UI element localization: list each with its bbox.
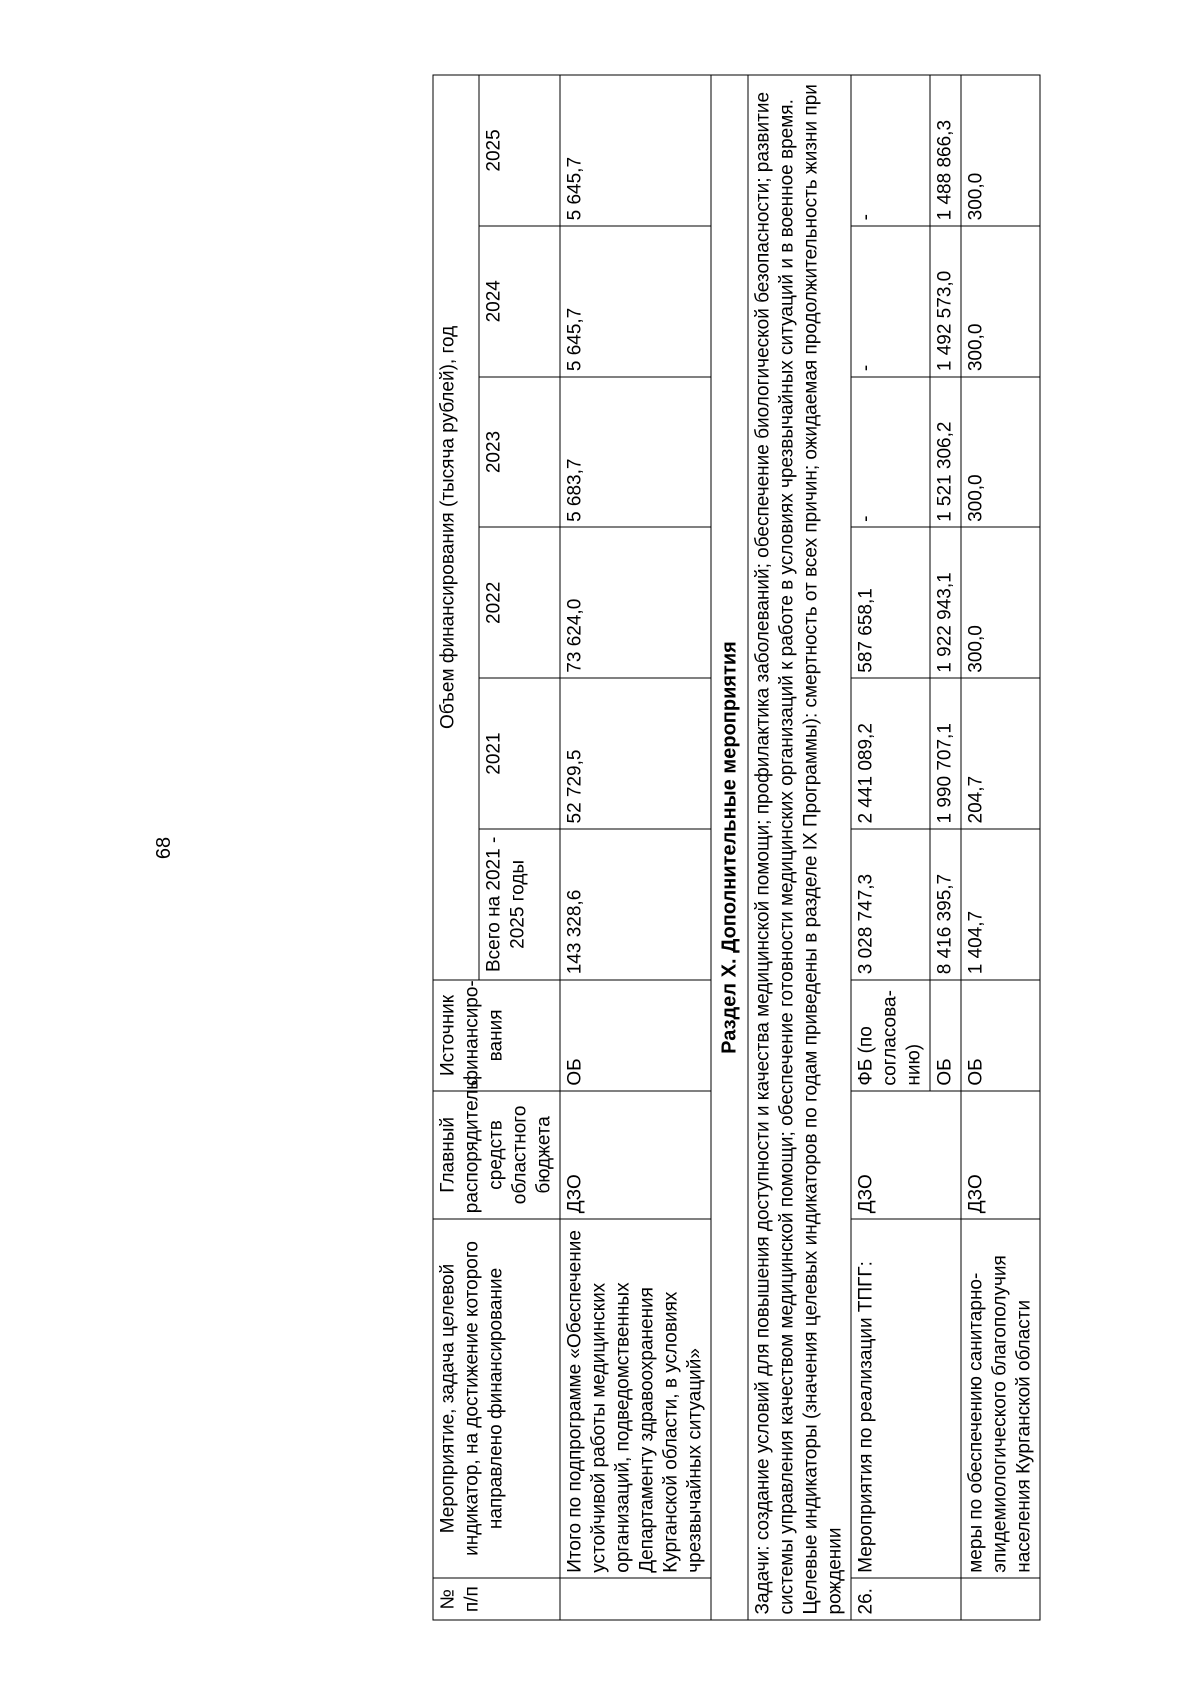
row-value-2023: 5 683,7	[560, 377, 711, 528]
header-row-1	[433, 75, 479, 1620]
header-volume: Объем финансирования (тысяча рублей), год	[433, 75, 479, 980]
header-year-2021: 2021	[479, 678, 560, 829]
row26-distributor: ДЗО	[851, 1091, 961, 1219]
financing-table	[433, 75, 1041, 1621]
row-measure: Итого по подпрограмме «Обеспечение устойчивой работы медицинских организаций, подведомственных Департаменту здравоохранения Курганской области, в условиях чрезвычайных ситуаций»	[560, 1219, 711, 1579]
row26-num: 26.	[851, 1578, 961, 1620]
section-indicators-text: Целевые индикаторы (значения целевых индикаторов по годам приведены в разделе IX Программы): смертность от всех причин; ожидаемая продолжительность жизни при рождении	[800, 84, 846, 1615]
header-measure: Мероприятие, задача целевой индикатор, на достижение которого направлено финансирование	[433, 1219, 560, 1579]
row26-fb-2021: 2 441 089,2	[851, 678, 930, 829]
row26-ob-2021: 1 990 707,1	[930, 678, 961, 829]
table-row-26-fb	[851, 75, 930, 1620]
row-value-2025: 5 645,7	[560, 75, 711, 226]
row-source: ОБ	[560, 980, 711, 1091]
rotated-table-container	[433, 75, 1200, 1621]
section-tasks	[748, 75, 851, 1620]
row26-ob-2024: 1 492 573,0	[930, 226, 961, 377]
header-year-2023: 2023	[479, 377, 560, 528]
row-num	[560, 1578, 711, 1620]
header-distributor: Главный распорядитель средств областного бюджета	[433, 1091, 560, 1219]
section-tasks-text: Задачи: создание условий для повышения доступности и качества медицинской помощи; профилактика заболеваний; обеспечение биологической безопасности; развитие системы управления качеством медицинской помощи; обеспечение готовности медицинских организаций к работе в условиях чрезвычайных ситуаций и в военное время.	[752, 91, 798, 1615]
row26-fb-2023: -	[851, 377, 930, 528]
measures-2023: 300,0	[961, 377, 1040, 528]
header-year-2025: 2025	[479, 75, 560, 226]
header-source: Источник финансиро-вания	[433, 980, 560, 1091]
row-value-2021: 52 729,5	[560, 678, 711, 829]
row-distributor: ДЗО	[560, 1091, 711, 1219]
row26-ob-2025: 1 488 866,3	[930, 75, 961, 226]
header-year-2022: 2022	[479, 527, 560, 678]
section-tasks-row	[748, 75, 851, 1620]
measures-measure: меры по обеспечению санитарно-эпидемиологического благополучия населения Курганской области	[961, 1219, 1040, 1579]
row26-ob-source: ОБ	[930, 980, 961, 1091]
row-total: 143 328,6	[560, 829, 711, 980]
measures-distributor: ДЗО	[961, 1091, 1040, 1219]
header-year-2024: 2024	[479, 226, 560, 377]
row26-fb-2025: -	[851, 75, 930, 226]
measures-total: 1 404,7	[961, 829, 1040, 980]
measures-2022: 300,0	[961, 527, 1040, 678]
page-number: 68	[152, 836, 175, 860]
row26-ob-total: 8 416 395,7	[930, 829, 961, 980]
table-row-subtotal	[560, 75, 711, 1620]
row26-ob-2022: 1 922 943,1	[930, 527, 961, 678]
section-title: Раздел X. Дополнительные мероприятия	[711, 75, 748, 1620]
measures-2025: 300,0	[961, 75, 1040, 226]
measures-2024: 300,0	[961, 226, 1040, 377]
row26-fb-2024: -	[851, 226, 930, 377]
header-num: № п/п	[433, 1578, 560, 1620]
row26-measure: Мероприятия по реализации ТПГГ:	[851, 1219, 961, 1579]
row-value-2024: 5 645,7	[560, 226, 711, 377]
table-row-measures	[961, 75, 1040, 1620]
row26-fb-total: 3 028 747,3	[851, 829, 930, 980]
measures-source: ОБ	[961, 980, 1040, 1091]
row26-ob-2023: 1 521 306,2	[930, 377, 961, 528]
header-total: Всего на 2021 - 2025 годы	[479, 829, 560, 980]
row-value-2022: 73 624,0	[560, 527, 711, 678]
row26-fb-source: ФБ (по согласова-нию)	[851, 980, 930, 1091]
row26-fb-2022: 587 658,1	[851, 527, 930, 678]
section-title-row	[711, 75, 748, 1620]
measures-2021: 204,7	[961, 678, 1040, 829]
measures-num	[961, 1578, 1040, 1620]
